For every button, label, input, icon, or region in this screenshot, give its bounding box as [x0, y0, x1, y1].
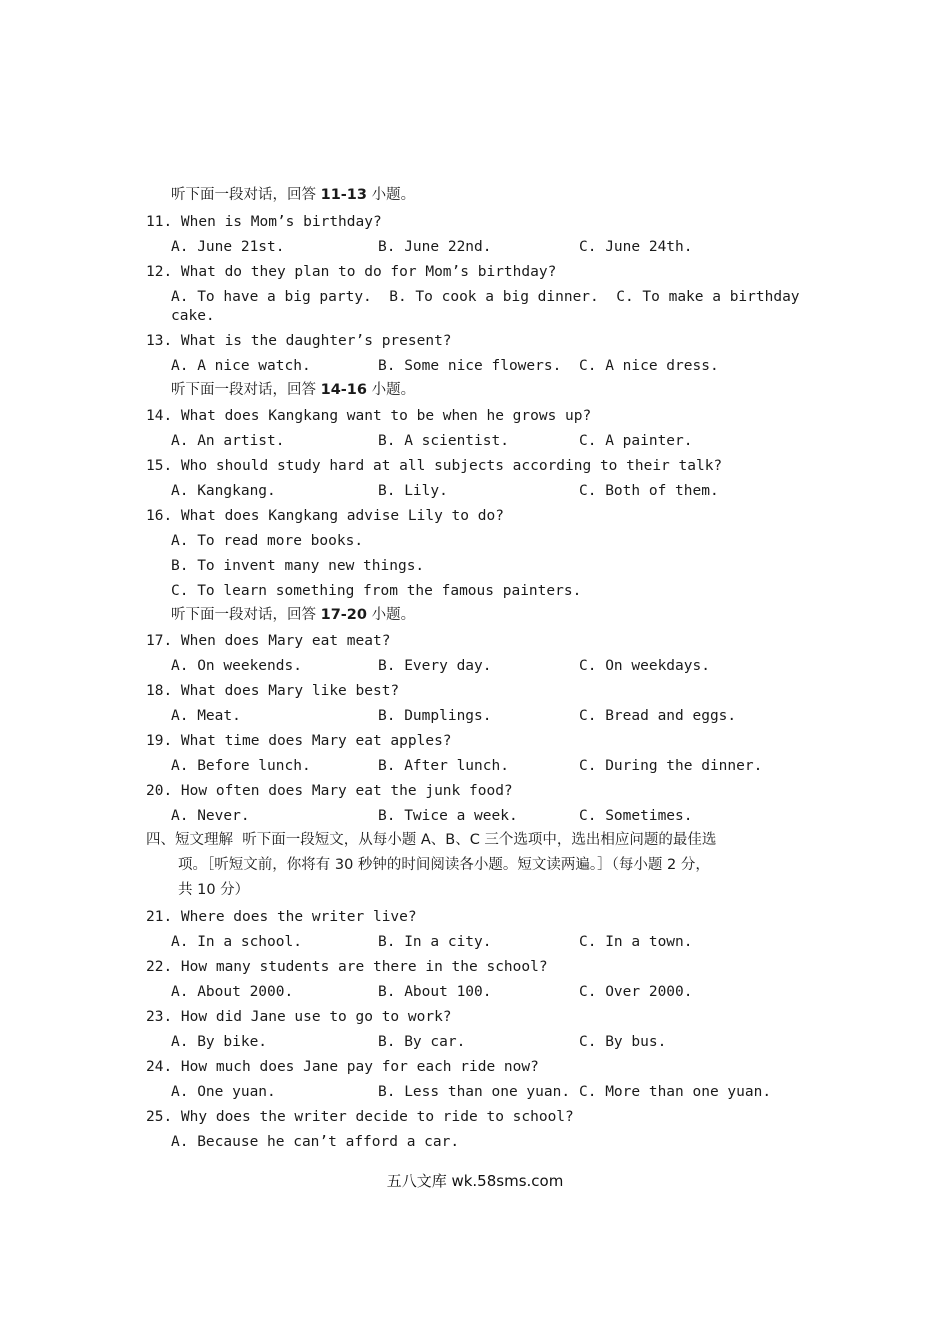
question-12-stem: 12. What do they plan to do for Mom’s birthday?: [146, 264, 557, 280]
question-23-stem: 23. How did Jane use to go to work?: [146, 1009, 452, 1025]
question-16-stem: 16. What does Kangkang advise Lily to do?: [146, 508, 504, 524]
question-21-stem: 21. Where does the writer live?: [146, 909, 417, 925]
section-4-instruction-line3: 共 10 分）: [178, 882, 250, 898]
q22-option-c: C. Over 2000.: [579, 984, 693, 1000]
q17-option-a: A. On weekends.: [171, 658, 302, 674]
q15-option-b: B. Lily.: [378, 483, 448, 499]
question-25-stem: 25. Why does the writer decide to ride to school?: [146, 1109, 574, 1125]
q16-option-a: A. To read more books.: [171, 533, 364, 549]
question-13-stem: 13. What is the daughter’s present?: [146, 333, 452, 349]
q16-option-b: B. To invent many new things.: [171, 558, 425, 574]
q19-option-c: C. During the dinner.: [579, 758, 763, 774]
q20-option-a: A. Never.: [171, 808, 250, 824]
question-15-stem: 15. Who should study hard at all subjects according to their talk?: [146, 458, 723, 474]
section-instruction-17-20: 听下面一段对话，回答 17-20 小题。: [171, 607, 416, 623]
q21-option-c: C. In a town.: [579, 934, 693, 950]
q22-option-b: B. About 100.: [378, 984, 492, 1000]
question-20-stem: 20. How often does Mary eat the junk food?: [146, 783, 513, 799]
question-17-stem: 17. When does Mary eat meat?: [146, 633, 391, 649]
section-instruction-14-16: 听下面一段对话，回答 14-16 小题。: [171, 382, 416, 398]
q11-option-a: A. June 21st.: [171, 239, 285, 255]
question-19-stem: 19. What time does Mary eat apples?: [146, 733, 452, 749]
q18-option-a: A. Meat.: [171, 708, 241, 724]
q18-option-b: B. Dumplings.: [378, 708, 492, 724]
q17-option-c: C. On weekdays.: [579, 658, 710, 674]
q23-option-a: A. By bike.: [171, 1034, 268, 1050]
q20-option-b: B. Twice a week.: [378, 808, 518, 824]
q25-option-a: A. Because he can’t afford a car.: [171, 1134, 460, 1150]
q16-option-c: C. To learn something from the famous painters.: [171, 583, 582, 599]
q23-option-c: C. By bus.: [579, 1034, 667, 1050]
q24-option-c: C. More than one yuan.: [579, 1084, 772, 1100]
footer-watermark: 五八文库 wk.58sms.com: [386, 1172, 564, 1190]
q24-option-a: A. One yuan.: [171, 1084, 276, 1100]
q23-option-b: B. By car.: [378, 1034, 466, 1050]
q12-options-line2: cake.: [171, 308, 215, 324]
q21-option-b: B. In a city.: [378, 934, 492, 950]
q24-option-b: B. Less than one yuan.: [378, 1084, 571, 1100]
question-18-stem: 18. What does Mary like best?: [146, 683, 400, 699]
q22-option-a: A. About 2000.: [171, 984, 294, 1000]
q15-option-c: C. Both of them.: [579, 483, 719, 499]
q14-option-c: C. A painter.: [579, 433, 693, 449]
q19-option-b: B. After lunch.: [378, 758, 509, 774]
q18-option-c: C. Bread and eggs.: [579, 708, 737, 724]
q12-options-line1: A. To have a big party. B. To cook a big dinner. C. To make a birthday: [171, 289, 800, 305]
section-4-instruction-line2: 项。［听短文前，你将有 30 秒钟的时间阅读各小题。短文读两遍。］（每小题 2 分，: [178, 857, 710, 873]
question-24-stem: 24. How much does Jane pay for each ride now?: [146, 1059, 539, 1075]
q11-option-c: C. June 24th.: [579, 239, 693, 255]
q13-option-b: B. Some nice flowers.: [378, 358, 562, 374]
q13-option-a: A. A nice watch.: [171, 358, 311, 374]
question-14-stem: 14. What does Kangkang want to be when he grows up?: [146, 408, 592, 424]
question-22-stem: 22. How many students are there in the school?: [146, 959, 548, 975]
q21-option-a: A. In a school.: [171, 934, 302, 950]
q14-option-a: A. An artist.: [171, 433, 285, 449]
q14-option-b: B. A scientist.: [378, 433, 509, 449]
q11-option-b: B. June 22nd.: [378, 239, 492, 255]
section-4-heading: 四、短文理解 听下面一段短文，从每小题 A、B、C 三个选项中，选出相应问题的最佳选: [146, 832, 717, 848]
q19-option-a: A. Before lunch.: [171, 758, 311, 774]
q15-option-a: A. Kangkang.: [171, 483, 276, 499]
q13-option-c: C. A nice dress.: [579, 358, 719, 374]
q20-option-c: C. Sometimes.: [579, 808, 693, 824]
q17-option-b: B. Every day.: [378, 658, 492, 674]
question-11-stem: 11. When is Mom’s birthday?: [146, 214, 382, 230]
section-instruction-11-13: 听下面一段对话，回答 11-13 小题。: [171, 187, 416, 203]
